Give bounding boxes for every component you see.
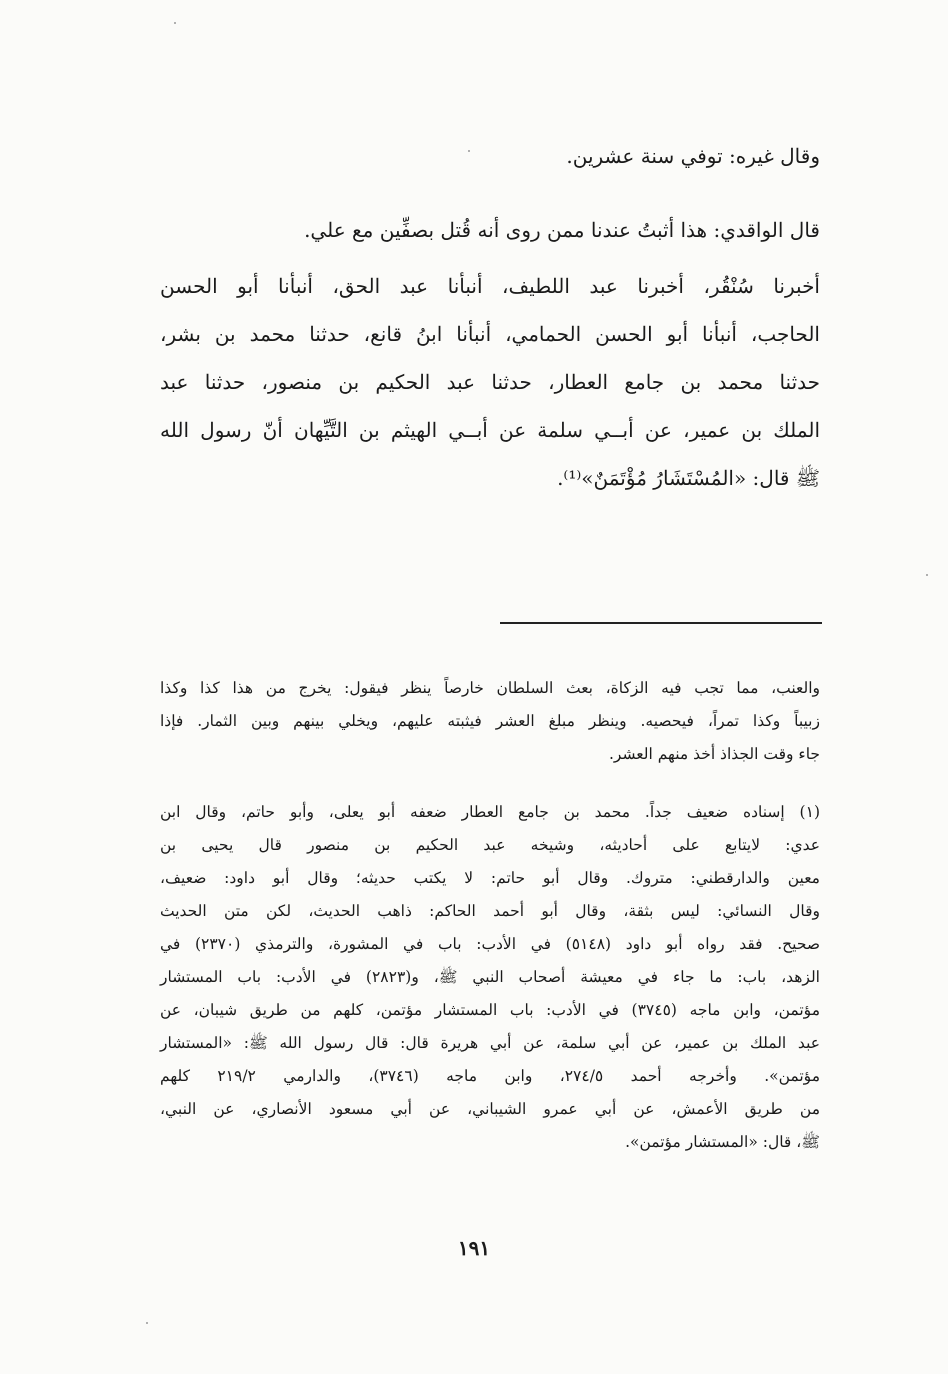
page-number: ١٩١ [457,1236,491,1260]
scan-speck [468,150,470,152]
footnote-1 [160,796,820,1159]
footnote-line: معين والدارقطني: متروك. وقال أبو حاتم: لا يكتب حديثه؛ وقال أبو داود: ضعيف، [160,869,820,887]
text-line: الحاجب، أنبأنا أبو الحسن الحمامي، أنبأنا ابنُ قانع، حدثنا محمد بن بشر، [160,322,820,346]
footnote-line: جاء وقت الجذاذ أخذ منهم العشر. [609,745,820,763]
text-line: أخبرنا سُنْقُر، أخبرنا عبد اللطيف، أنبأنا عبد الحق، أنبأنا أبو الحسن [160,274,820,298]
footnote-continued [160,672,820,771]
footnote-line: عدي: لايتابع على أحاديثه، وشيخه عبد الحكيم بن منصور قال يحيى بن [160,836,820,854]
scan-speck [174,22,176,24]
footnote-line: (١) إسناده ضعيف جداً. محمد بن جامع العطار ضعفه أبو يعلى، وأبو حاتم، وقال ابن [160,803,820,821]
footnote-line: الزهد، باب: ما جاء في معيشة أصحاب النبي ﷺ، و(٢٨٢٣) في الأدب: باب المستشار [160,968,820,986]
main-paragraph-hadith [160,262,820,502]
text-line: حدثنا محمد بن جامع العطار، حدثنا عبد الحكيم بن منصور، حدثنا عبد [160,370,820,394]
footnote-line: مؤتمن». وأخرجه أحمد ٢٧٤/٥، وابن ماجه (٣٧٤٦)، والدارمي ٢١٩/٢ كلهم [160,1067,820,1085]
text-line: قال الواقدي: هذا أثبتُ عندنا ممن روى أنه قُتل بصفِّين مع علي. [304,218,820,242]
scan-speck [926,574,928,576]
footnote-divider [500,622,822,624]
main-paragraph-1 [160,132,820,180]
footnote-line: وقال النسائي: ليس بثقة، وقال أبو أحمد الحاكم: ذاهب الحديث، لكن متن الحديث [160,902,820,920]
footnote-line: عبد الملك بن عمير، عن أبي سلمة، عن أبي هريرة قال: قال رسول الله ﷺ: «المستشار [160,1034,820,1052]
footnote-line: من طريق الأعمش، عن أبي عمرو الشيباني، عن أبي مسعود الأنصاري، عن النبي، [160,1100,820,1118]
main-paragraph-2 [160,206,820,254]
footnote-line: والعنب، مما تجب فيه الزكاة، بعث السلطان خارصاً ينظر فيقول: يخرج من هذا كذا وكذا [160,679,820,697]
text-line: وقال غيره: توفي سنة عشرين. [566,144,820,168]
text-line: ﷺ قال: «المُسْتَشَارُ مُؤْتَمَنٌ»⁽¹⁾. [557,466,820,490]
footnote-line: صحيح. فقد رواه أبو داود (٥١٤٨) في الأدب: باب في المشورة، والترمذي (٢٣٧٠) في [160,935,821,953]
scan-speck [146,1322,148,1324]
text-line: الملك بن عمير، عن أبــي سلمة عن أبــي الهيثم بن التَّيِّهان أنّ رسول الله [160,418,820,442]
footnote-line: مؤتمن، وابن ماجه (٣٧٤٥) في الأدب: باب المستشار مؤتمن، كلهم من طريق شيبان، عن [160,1001,820,1019]
footnote-line: زبيباً وكذا تمراً، فيحصيه. وينظر مبلغ العشر فيثبته عليهم، ويخلي بينهم وبين الثمار. فإذا [160,712,820,730]
footnote-line: ﷺ، قال: «المستشار مؤتمن». [625,1133,820,1151]
